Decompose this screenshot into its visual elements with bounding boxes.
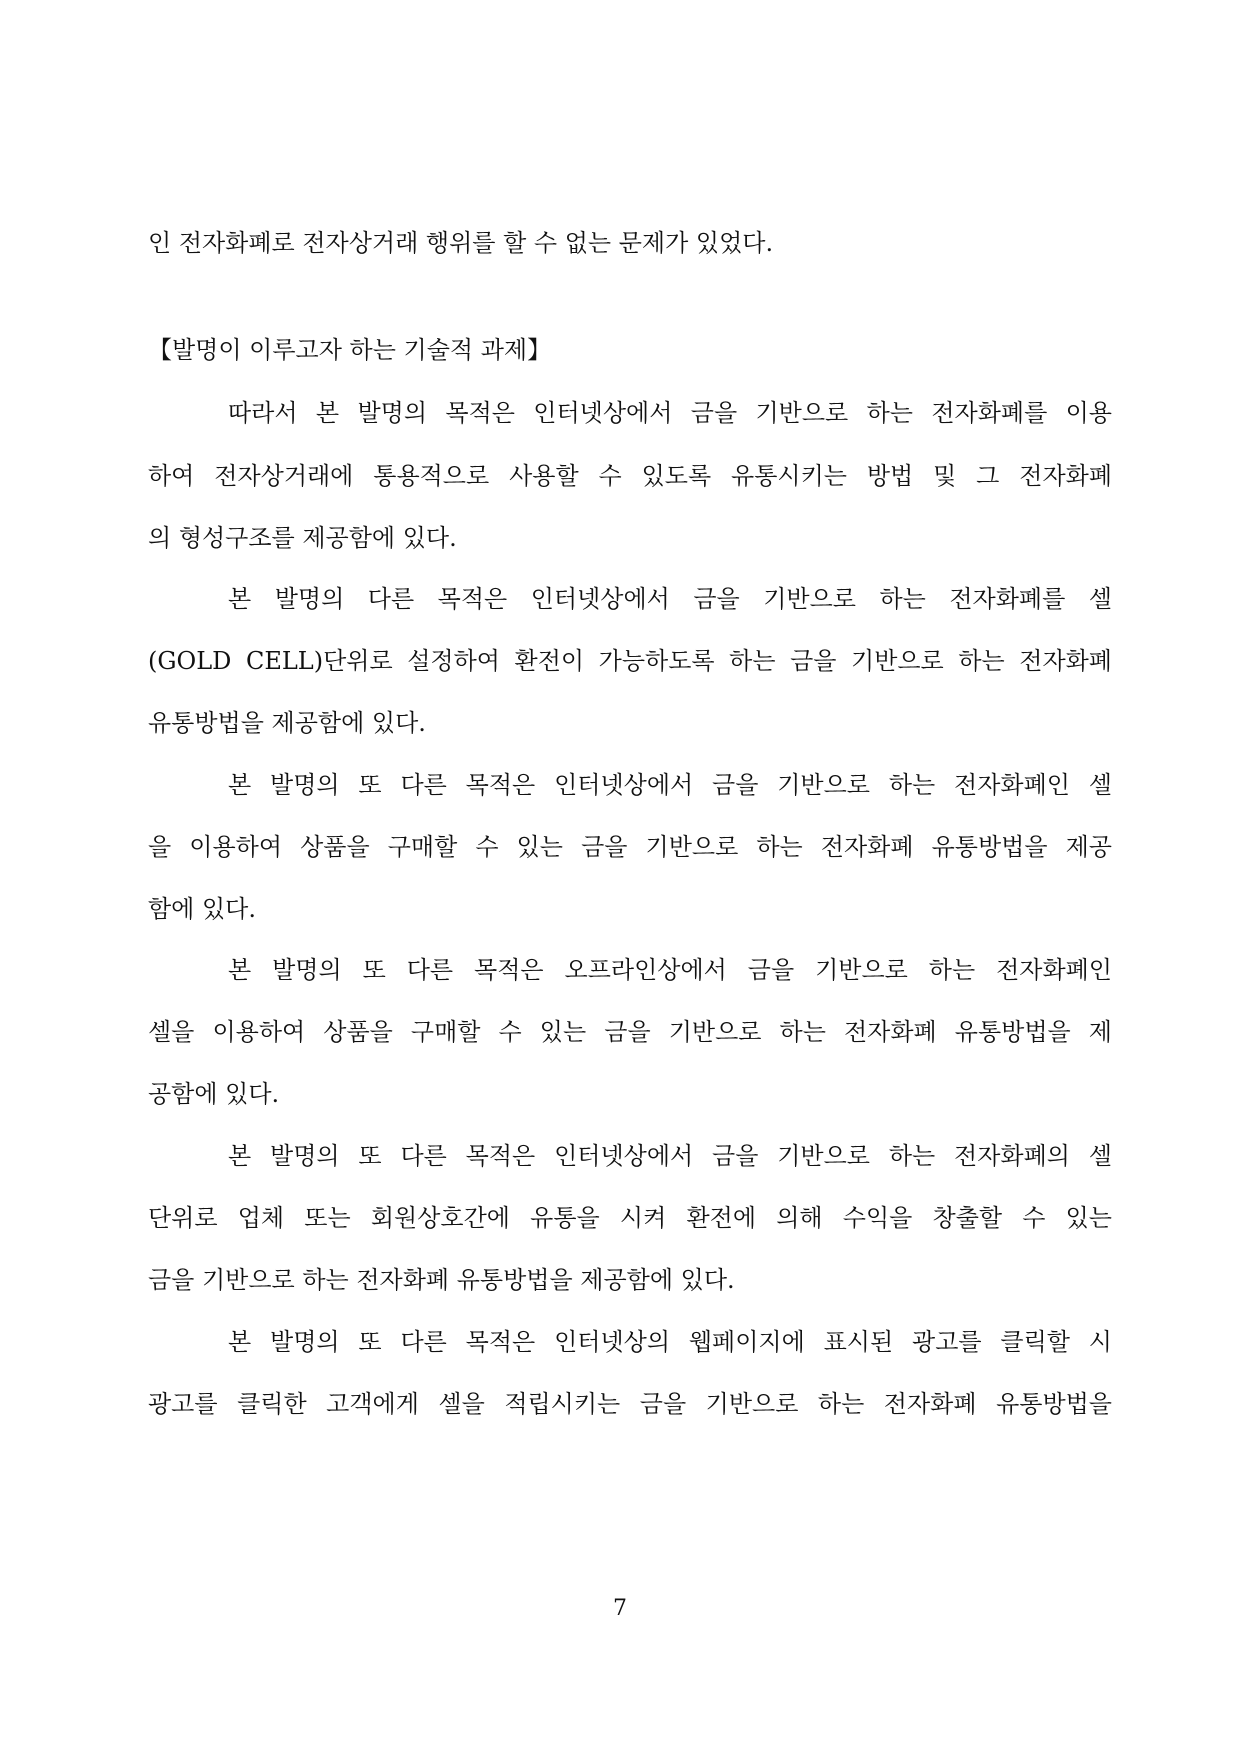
paragraph-line: 광고를 클릭한 고객에게 셀을 적립시키는 금을 기반으로 하는 전자화폐 유통방법을 bbox=[148, 1390, 1112, 1418]
paragraph-line: 따라서 본 발명의 목적은 인터넷상에서 금을 기반으로 하는 전자화폐를 이용 bbox=[228, 399, 1112, 427]
paragraph-line: 본 발명의 다른 목적은 인터넷상에서 금을 기반으로 하는 전자화폐를 셀 bbox=[228, 585, 1112, 613]
paragraph-line: 을 이용하여 상품을 구매할 수 있는 금을 기반으로 하는 전자화폐 유통방법을 제공 bbox=[148, 833, 1112, 861]
paragraph-line: (GOLD CELL)단위로 설정하여 환전이 가능하도록 하는 금을 기반으로 하는 전자화폐 bbox=[148, 647, 1112, 675]
page-number: 7 bbox=[613, 1596, 627, 1621]
intro-tail-line: 인 전자화폐로 전자상거래 행위를 할 수 없는 문제가 있었다. bbox=[148, 229, 774, 257]
paragraph-line: 본 발명의 또 다른 목적은 인터넷상의 웹페이지에 표시된 광고를 클릭할 시 bbox=[228, 1328, 1112, 1356]
paragraph-line: 하여 전자상거래에 통용적으로 사용할 수 있도록 유통시키는 방법 및 그 전자화폐 bbox=[148, 462, 1112, 490]
paragraph-line: 함에 있다. bbox=[148, 895, 256, 923]
paragraph-line: 의 형성구조를 제공함에 있다. bbox=[148, 524, 457, 552]
paragraph-line: 공함에 있다. bbox=[148, 1080, 280, 1108]
paragraph-line: 본 발명의 또 다른 목적은 오프라인상에서 금을 기반으로 하는 전자화폐인 bbox=[228, 956, 1112, 984]
paragraph-line: 유통방법을 제공함에 있다. bbox=[148, 709, 426, 737]
paragraph-line: 본 발명의 또 다른 목적은 인터넷상에서 금을 기반으로 하는 전자화폐의 셀 bbox=[228, 1142, 1112, 1170]
paragraph-line: 본 발명의 또 다른 목적은 인터넷상에서 금을 기반으로 하는 전자화폐인 셀 bbox=[228, 771, 1112, 799]
paragraph-line: 단위로 업체 또는 회원상호간에 유통을 시켜 환전에 의해 수익을 창출할 수 있는 bbox=[148, 1204, 1112, 1232]
paragraph-line: 셀을 이용하여 상품을 구매할 수 있는 금을 기반으로 하는 전자화폐 유통방법을 제 bbox=[148, 1018, 1112, 1046]
section-heading: 【발명이 이루고자 하는 기술적 과제】 bbox=[148, 336, 552, 364]
paragraph-line: 금을 기반으로 하는 전자화폐 유통방법을 제공함에 있다. bbox=[148, 1266, 735, 1294]
